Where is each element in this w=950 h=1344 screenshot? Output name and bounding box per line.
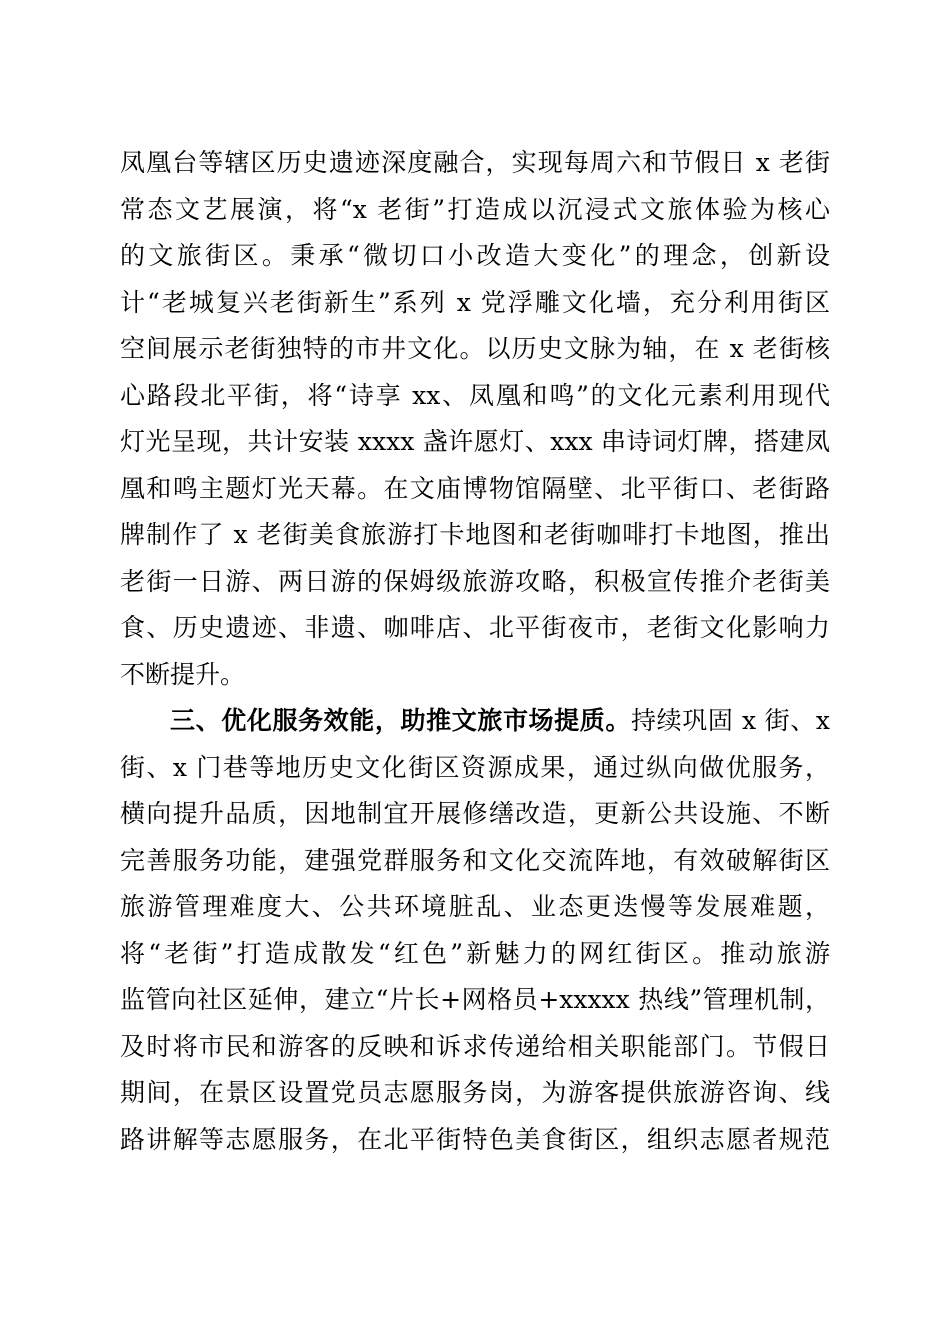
paragraph-line: 将“老街”打造成散发“红色”新魅力的网红街区。推动旅游 [120,938,830,968]
document-body [120,140,830,1163]
paragraph-line: 监管向社区延伸，建立“片长+网格员+xxxxx 热线”管理机制， [120,985,830,1014]
paragraph-line: 老街一日游、两日游的保姆级旅游攻略，积极宣传推介老街美 [120,566,830,596]
paragraph-line: 完善服务功能，建强党群服务和文化交流阵地，有效破解街区 [120,845,830,875]
paragraph-line: 凤凰台等辖区历史遗迹深度融合，实现每周六和节假日 x 老街 [120,148,830,177]
paragraph-line: 凰和鸣主题灯光天幕。在文庙博物馆隔壁、北平街口、老街路 [120,473,830,503]
paragraph-line: 的文旅街区。秉承“微切口小改造大变化”的理念，创新设 [120,241,830,270]
paragraph-text: 持续巩固 x 街、x [631,706,830,735]
section-heading-line [120,698,830,745]
paragraph-line: 心路段北平街，将“诗享 xx、凤凰和鸣”的文化元素利用现代 [120,380,830,410]
paragraph-line: 及时将市民和游客的反映和诉求传递给相关职能部门。节假日 [120,1031,830,1061]
section-heading: 三、优化服务效能，助推文旅市场提质。 [170,706,632,735]
paragraph-line: 常态文艺展演，将“x 老街”打造成以沉浸式文旅体验为核心 [120,194,830,224]
paragraph-line: 不断提升。 [120,659,246,689]
paragraph-line: 灯光呈现，共计安装 xxxx 盏许愿灯、xxx 串诗词灯牌，搭建凤 [120,427,830,456]
paragraph-line: 空间展示老街独特的市井文化。以历史文脉为轴，在 x 老街核 [120,334,830,363]
paragraph-line: 计“老城复兴老街新生”系列 x 党浮雕文化墙，充分利用街区 [120,287,830,317]
paragraph-line: 街、x 门巷等地历史文化街区资源成果，通过纵向做优服务， [120,752,830,782]
paragraph-line: 路讲解等志愿服务，在北平街特色美食街区，组织志愿者规范 [120,1124,830,1154]
paragraph-line: 牌制作了 x 老街美食旅游打卡地图和老街咖啡打卡地图，推出 [120,520,830,549]
paragraph-line: 旅游管理难度大、公共环境脏乱、业态更迭慢等发展难题， [120,892,830,921]
paragraph-line: 期间，在景区设置党员志愿服务岗，为游客提供旅游咨询、线 [120,1078,830,1107]
paragraph-line: 食、历史遗迹、非遗、咖啡店、北平街夜市，老街文化影响力 [120,613,830,642]
paragraph-line: 横向提升品质，因地制宜开展修缮改造，更新公共设施、不断 [120,799,830,828]
